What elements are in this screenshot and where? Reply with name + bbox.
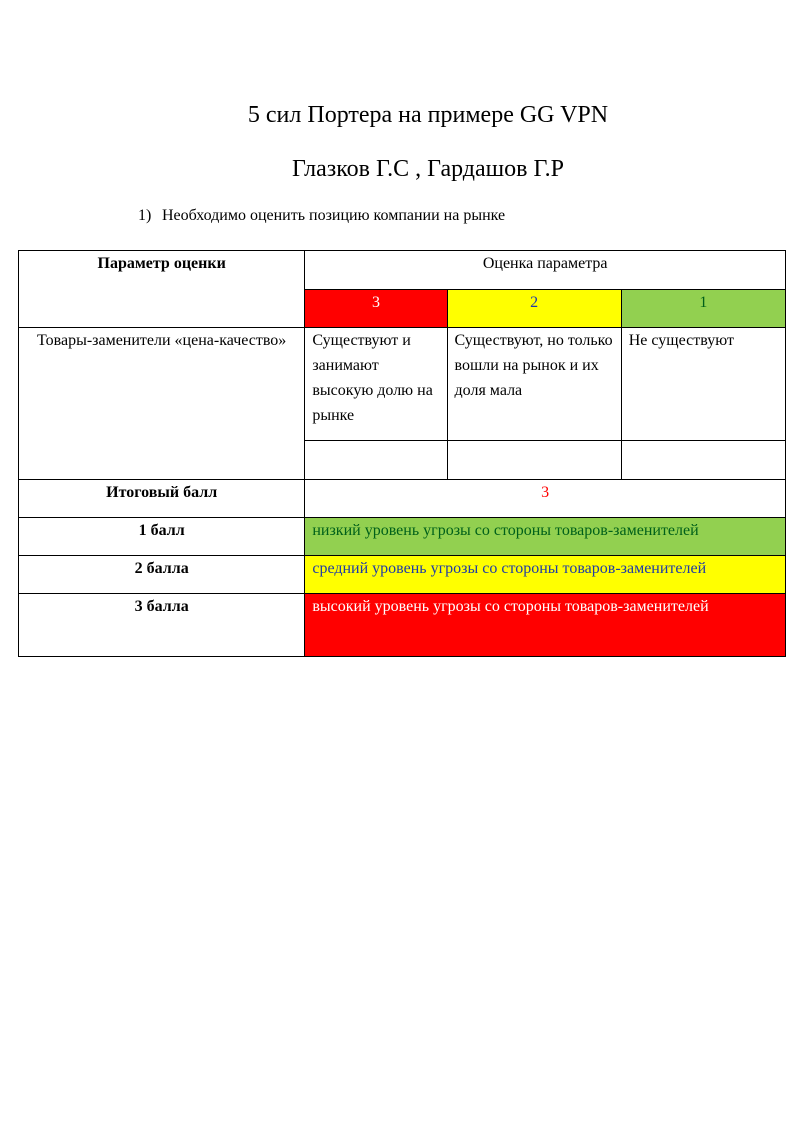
total-row	[19, 480, 786, 518]
task-item	[138, 206, 505, 226]
empty-cell	[621, 441, 785, 480]
scale-cell-2: 2	[447, 290, 621, 328]
total-label-cell: Итоговый балл	[19, 480, 305, 518]
document-title: 5 сил Портера на примере GG VPN	[247, 102, 609, 128]
task-text: Необходимо оценить позицию компании на рынке	[162, 207, 506, 224]
option-cell-2: Существуют, но только вошли на рынок и их доля мала	[447, 328, 621, 441]
score-text-cell-high: высокий уровень угрозы со стороны товаров-заменителей	[305, 594, 786, 657]
scale-cell-1: 1	[621, 290, 785, 328]
score-label-cell: 2 балла	[19, 556, 305, 594]
param-header-cell: Параметр оценки	[19, 251, 305, 328]
rating-header-cell: Оценка параметра	[305, 251, 786, 290]
score-label-cell: 1 балл	[19, 518, 305, 556]
criterion-row	[19, 328, 786, 441]
task-number: 1)	[138, 207, 152, 224]
table-header-row	[19, 251, 786, 290]
empty-cell	[447, 441, 621, 480]
score-label-cell: 3 балла	[19, 594, 305, 657]
document-authors: Глазков Г.С , Гардашов Г.Р	[292, 156, 564, 182]
option-cell-3: Существуют и занимают высокую долю на рынке	[305, 328, 447, 441]
score-text-cell-medium: средний уровень угрозы со стороны товаров-заменителей	[305, 556, 786, 594]
empty-cell	[305, 441, 447, 480]
score-row-2	[19, 556, 786, 594]
total-value-cell: 3	[305, 480, 786, 518]
criterion-name-cell: Товары-заменители «цена-качество»	[19, 328, 305, 480]
option-cell-1: Не существуют	[621, 328, 785, 441]
scale-cell-3: 3	[305, 290, 447, 328]
evaluation-table	[18, 250, 786, 657]
score-row-3	[19, 594, 786, 657]
score-row-1	[19, 518, 786, 556]
score-text-cell-low: низкий уровень угрозы со стороны товаров-заменителей	[305, 518, 786, 556]
